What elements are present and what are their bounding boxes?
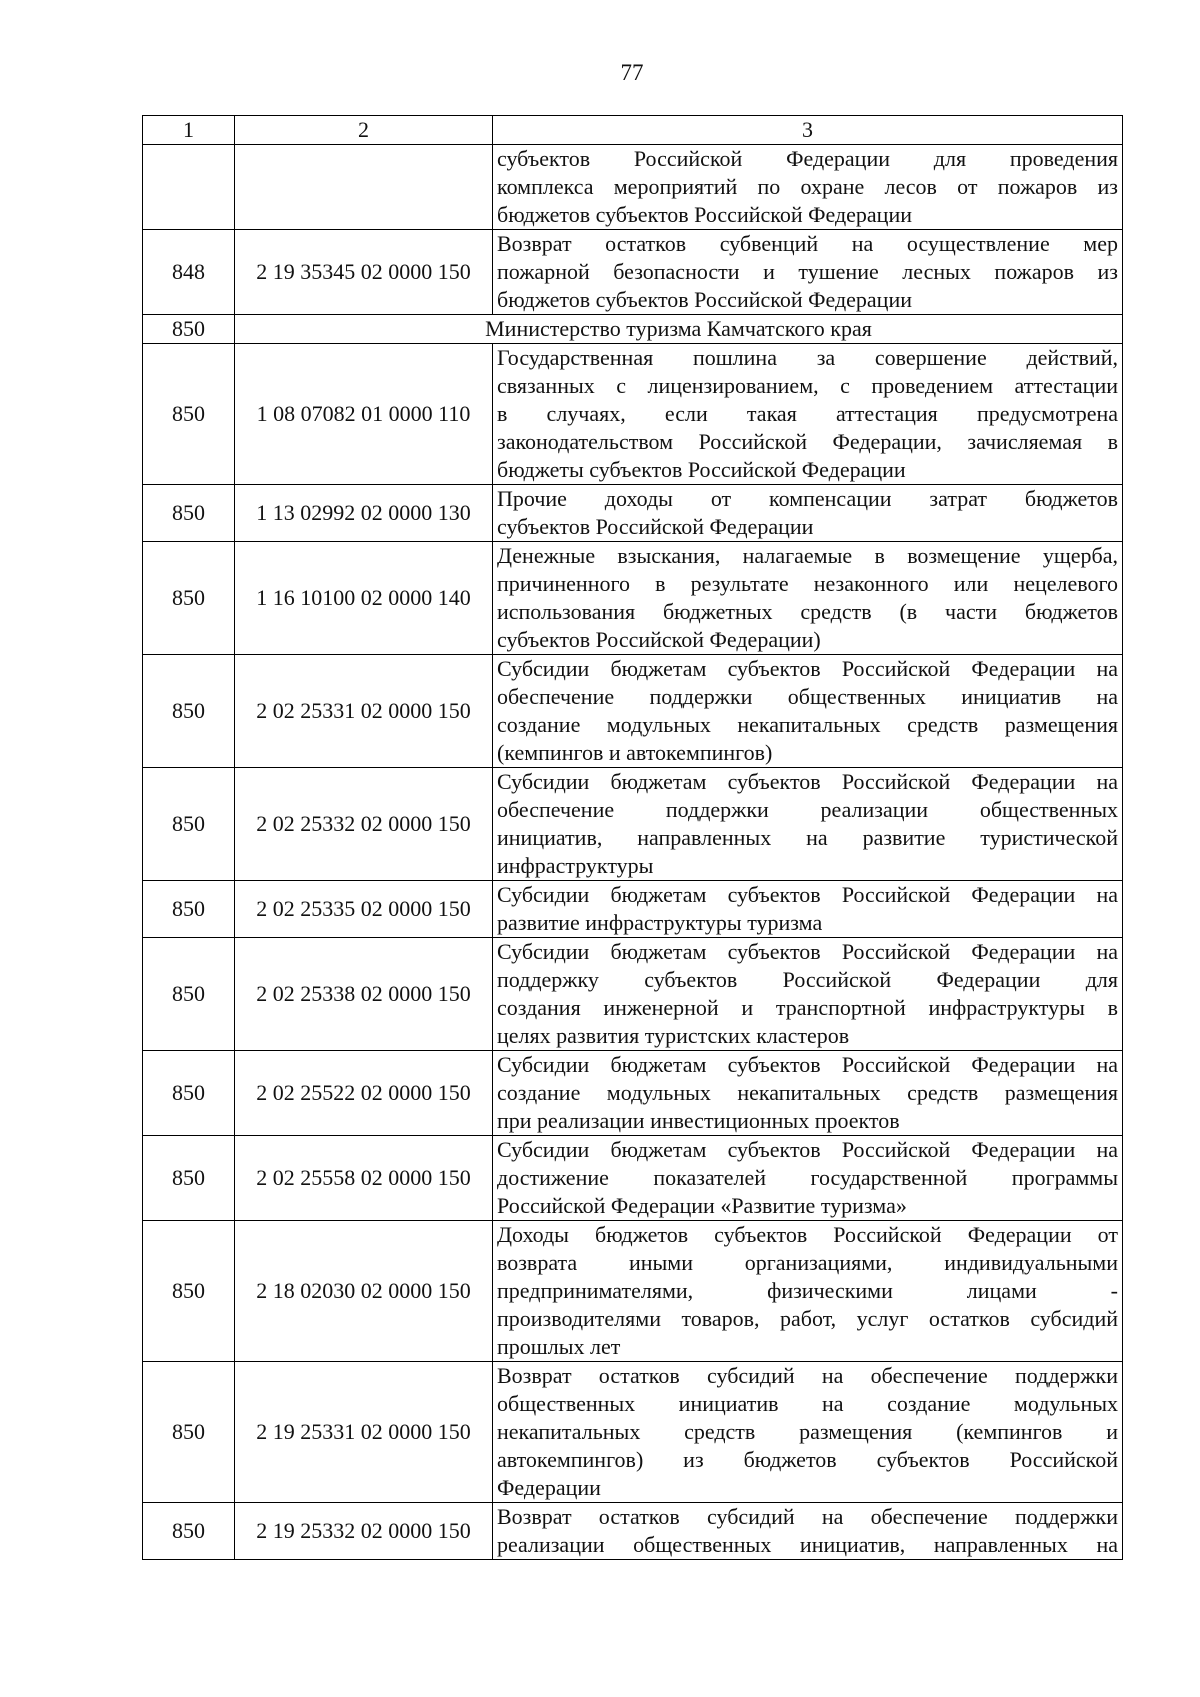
description-line: Субсидии бюджетам субъектов Российской Федерации на [497,882,1118,907]
description-line: субъектов Российской Федерации) [497,627,821,652]
description-cell [493,768,1123,881]
description-line: субъектов Российской Федерации [497,514,814,539]
admin-code-cell: 850 [143,1136,235,1221]
budget-code-cell: 2 02 25332 02 0000 150 [235,768,493,881]
description-line: производителями товаров, работ, услуг остатков субсидий [497,1306,1118,1331]
table-header-row [143,116,1123,145]
description-line: некапитальных средств размещения (кемпингов и [497,1419,1118,1444]
description-line: Возврат остатков субсидий на обеспечение поддержки [497,1363,1118,1388]
description-line: субъектов Российской Федерации для проведения [497,146,1118,171]
description-line: Субсидии бюджетам субъектов Российской Федерации на [497,656,1118,681]
description-line: Субсидии бюджетам субъектов Российской Федерации на [497,1137,1118,1162]
budget-code-cell: 2 19 25331 02 0000 150 [235,1362,493,1503]
budget-code-cell: 2 02 25558 02 0000 150 [235,1136,493,1221]
description-cell [493,542,1123,655]
description-line: обеспечение поддержки реализации общественных [497,797,1118,822]
description-cell [493,1051,1123,1136]
description-line: Доходы бюджетов субъектов Российской Федерации от [497,1222,1118,1247]
description-cell [493,1221,1123,1362]
description-line: прошлых лет [497,1334,621,1359]
header-col-1: 1 [143,116,235,145]
description-line: поддержку субъектов Российской Федерации для [497,967,1118,992]
budget-code-cell: 2 02 25522 02 0000 150 [235,1051,493,1136]
table-row [143,1503,1123,1560]
description-line: автокемпингов) из бюджетов субъектов Российской [497,1447,1118,1472]
description-line: комплекса мероприятий по охране лесов от пожаров из [497,174,1118,199]
table-row [143,344,1123,485]
description-line: предпринимателями, физическими лицами - [497,1278,1118,1303]
table-row [143,542,1123,655]
table-row [143,145,1123,230]
description-line: создание модульных некапитальных средств размещения [497,1080,1118,1105]
description-cell [493,485,1123,542]
budget-code-cell: 2 02 25335 02 0000 150 [235,881,493,938]
description-line: Субсидии бюджетам субъектов Российской Федерации на [497,1052,1118,1077]
description-line: Федерации [497,1475,601,1500]
admin-code-cell [143,145,235,230]
description-line: (кемпингов и автокемпингов) [497,740,773,765]
description-line: создания инженерной и транспортной инфраструктуры в [497,995,1118,1020]
description-line: причиненного в результате незаконного или нецелевого [497,571,1118,596]
admin-code-cell: 850 [143,1221,235,1362]
table-row [143,1051,1123,1136]
description-line: общественных инициатив на создание модульных [497,1391,1118,1416]
description-line: связанных с лицензированием, с проведением аттестации [497,373,1118,398]
admin-code-cell: 850 [143,485,235,542]
budget-code-cell: 2 02 25338 02 0000 150 [235,938,493,1051]
budget-code-cell: 2 18 02030 02 0000 150 [235,1221,493,1362]
budget-codes-table [142,115,1123,1560]
description-cell [493,1136,1123,1221]
description-line: целях развития туристских кластеров [497,1023,850,1048]
table-row [143,1136,1123,1221]
table-row [143,485,1123,542]
header-col-3: 3 [493,116,1123,145]
description-line: достижение показателей государственной программы [497,1165,1118,1190]
admin-code-cell: 848 [143,230,235,315]
admin-code-cell: 850 [143,881,235,938]
budget-code-cell: 2 19 25332 02 0000 150 [235,1503,493,1560]
admin-code-cell: 850 [143,768,235,881]
description-line: бюджетов субъектов Российской Федерации [497,287,912,312]
description-line: инициатив, направленных на развитие туристической [497,825,1118,850]
description-cell [493,145,1123,230]
table-row [143,1221,1123,1362]
description-line: Возврат остатков субвенций на осуществление мер [497,231,1118,256]
description-line: бюджеты субъектов Российской Федерации [497,457,906,482]
description-line: пожарной безопасности и тушение лесных пожаров из [497,259,1118,284]
description-line: законодательством Российской Федерации, зачисляемая в [497,429,1118,454]
description-line: Российской Федерации «Развитие туризма» [497,1193,907,1218]
description-cell [493,881,1123,938]
description-line: возврата иными организациями, индивидуальными [497,1250,1118,1275]
description-cell [493,1503,1123,1560]
admin-code-cell: 850 [143,655,235,768]
admin-code-cell: 850 [143,344,235,485]
description-cell [493,1362,1123,1503]
table-row [143,768,1123,881]
description-line: развитие инфраструктуры туризма [497,910,823,935]
description-line: инфраструктуры [497,853,654,878]
description-cell [493,230,1123,315]
description-line: использования бюджетных средств (в части бюджетов [497,599,1118,624]
description-line: бюджетов субъектов Российской Федерации [497,202,912,227]
description-line: Денежные взыскания, налагаемые в возмещение ущерба, [497,543,1118,568]
description-line: Прочие доходы от компенсации затрат бюджетов [497,486,1118,511]
description-cell [493,938,1123,1051]
table-row [143,230,1123,315]
table-row [143,315,1123,344]
budget-code-cell: 1 13 02992 02 0000 130 [235,485,493,542]
description-line: Субсидии бюджетам субъектов Российской Федерации на [497,769,1118,794]
admin-code-cell: 850 [143,938,235,1051]
admin-code-cell: 850 [143,1362,235,1503]
description-line: Возврат остатков субсидий на обеспечение поддержки [497,1504,1118,1529]
budget-code-cell: 1 08 07082 01 0000 110 [235,344,493,485]
budget-code-cell: 2 19 35345 02 0000 150 [235,230,493,315]
budget-code-cell: 2 02 25331 02 0000 150 [235,655,493,768]
budget-code-cell: 1 16 10100 02 0000 140 [235,542,493,655]
header-col-2: 2 [235,116,493,145]
ministry-name-cell: Министерство туризма Камчатского края [235,315,1123,344]
admin-code-cell: 850 [143,1503,235,1560]
admin-code-cell: 850 [143,315,235,344]
description-cell [493,344,1123,485]
description-line: Субсидии бюджетам субъектов Российской Федерации на [497,939,1118,964]
page-number: 77 [620,60,644,85]
description-line: реализации общественных инициатив, направленных на [497,1532,1118,1557]
table-row [143,1362,1123,1503]
table-row [143,881,1123,938]
admin-code-cell: 850 [143,1051,235,1136]
description-line: обеспечение поддержки общественных инициатив на [497,684,1118,709]
table-row [143,655,1123,768]
admin-code-cell: 850 [143,542,235,655]
description-cell [493,655,1123,768]
description-line: создание модульных некапитальных средств размещения [497,712,1118,737]
description-line: при реализации инвестиционных проектов [497,1108,900,1133]
table-row [143,938,1123,1051]
description-line: Государственная пошлина за совершение действий, [497,345,1118,370]
description-line: в случаях, если такая аттестация предусмотрена [497,401,1118,426]
budget-code-cell [235,145,493,230]
